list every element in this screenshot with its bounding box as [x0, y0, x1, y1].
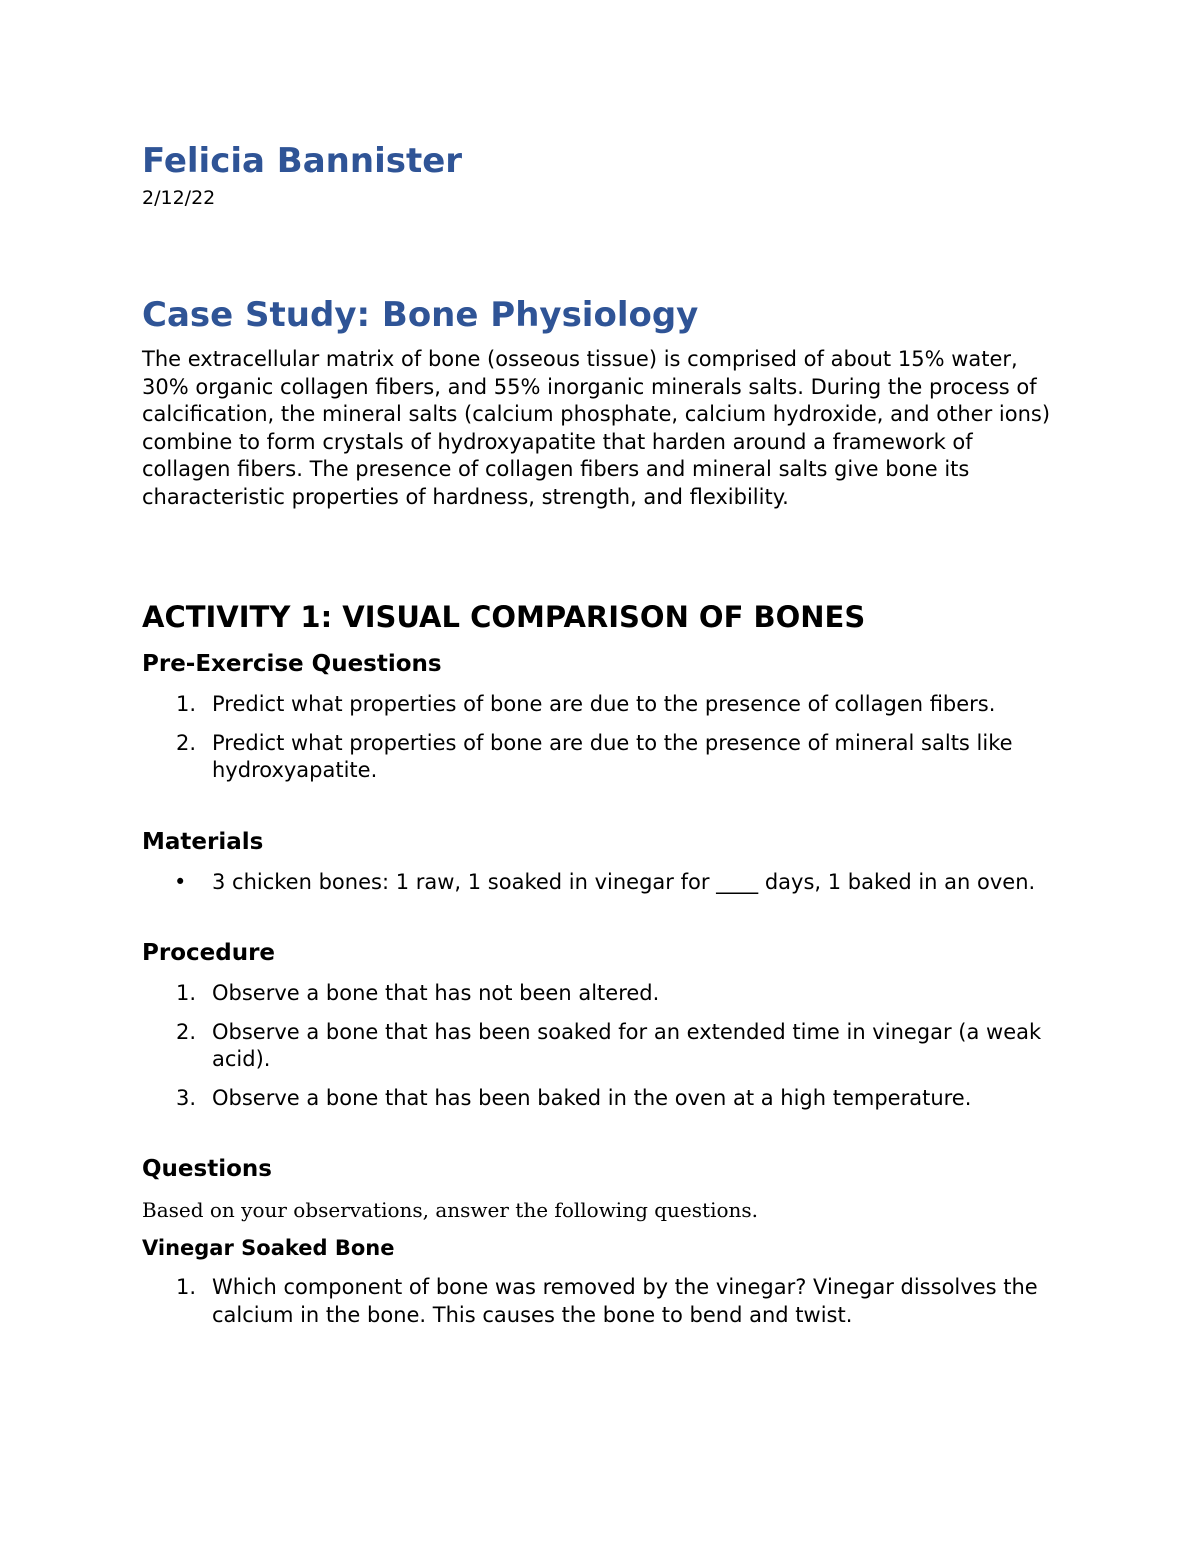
list-item-text: 3 chicken bones: 1 raw, 1 soaked in vinegar for ____ days, 1 baked in an oven. — [212, 870, 1036, 894]
list-item-text: Observe a bone that has not been altered. — [212, 981, 660, 1005]
list-item-text: Predict what properties of bone are due to the presence of mineral salts like hydroxyapatite. — [212, 730, 1013, 782]
list-item-text: Observe a bone that has been baked in the oven at a high temperature. — [212, 1085, 972, 1110]
list-item-text: Which component of bone was removed by the vinegar? Vinegar dissolves the calcium in the bone. This causes the bone to bend and twist. — [212, 1275, 1038, 1327]
pre-exercise-list — [142, 691, 1057, 796]
bullet-icon: • — [174, 870, 187, 894]
list-item-text: Observe a bone that has been soaked for an extended time in vinegar (a weak acid). — [212, 1019, 1042, 1071]
list-number: 2. — [176, 1019, 197, 1044]
list-item — [142, 691, 1057, 719]
list-number: 1. — [176, 981, 197, 1005]
procedure-list — [142, 980, 1057, 1123]
vinegar-questions-list — [142, 1274, 1057, 1340]
document-title: Case Study: Bone Physiology — [142, 295, 699, 335]
questions-heading: Questions — [142, 1156, 272, 1182]
author-name: Felicia Bannister — [142, 141, 463, 181]
materials-heading: Materials — [142, 829, 264, 855]
list-item — [142, 1019, 1057, 1074]
list-number: 2. — [176, 730, 197, 755]
activity-title: ACTIVITY 1: VISUAL COMPARISON OF BONES — [142, 600, 866, 634]
vinegar-bone-heading: Vinegar Soaked Bone — [142, 1236, 395, 1260]
list-item-text: Predict what properties of bone are due to the presence of collagen fibers. — [212, 692, 996, 716]
materials-list — [142, 869, 1057, 908]
list-number: 1. — [176, 1275, 197, 1299]
list-item — [142, 1274, 1057, 1329]
list-item — [142, 730, 1057, 785]
list-number: 3. — [176, 1085, 197, 1110]
questions-instruction: Based on your observations, answer the following questions. — [142, 1198, 759, 1222]
pre-exercise-heading: Pre-Exercise Questions — [142, 651, 442, 677]
list-item — [142, 980, 1057, 1008]
list-item — [142, 869, 1057, 897]
list-number: 1. — [176, 692, 197, 716]
list-item — [142, 1085, 1057, 1113]
procedure-heading: Procedure — [142, 940, 276, 966]
intro-paragraph: The extracellular matrix of bone (osseous tissue) is comprised of about 15% water, 30% organic collagen fibers, and 55% inorganic minerals salts. During the process of calcification, the mineral salts (calcium phosphate, calcium hydroxide, and other ions) combine to form crystals of hydroxyapatite that harden around a framework of collagen fibers. The presence of collagen fibers and mineral salts give bone its characteristic properties of hardness, strength, and flexibility. — [142, 347, 1051, 509]
document-date: 2/12/22 — [142, 187, 216, 209]
